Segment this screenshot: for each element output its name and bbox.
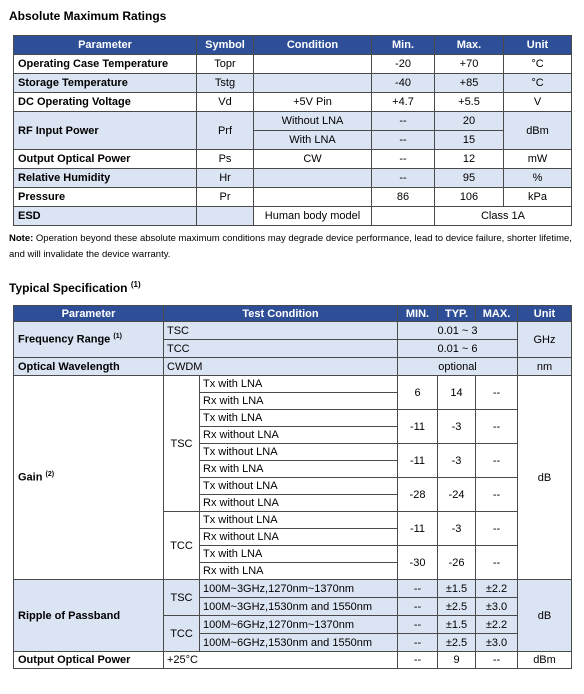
footnote-marker: (2)	[45, 471, 55, 479]
max-cell: 95	[435, 169, 504, 188]
max-cell: --	[476, 546, 518, 580]
param-cell	[14, 376, 164, 580]
table-row	[14, 358, 572, 376]
symbol-cell: Ps	[197, 150, 254, 169]
note-label: Note:	[9, 233, 34, 244]
table-row	[14, 376, 572, 393]
condition-cell: Tx without LNA	[200, 444, 398, 461]
param-label: Gain	[18, 471, 43, 484]
tcc-cell: TCC	[164, 616, 200, 652]
header-unit: Unit	[504, 36, 572, 55]
condition-cell: 100M~3GHz,1530nm and 1550nm	[200, 598, 398, 616]
param-cell: RF Input Power	[14, 112, 197, 150]
unit-cell: %	[504, 169, 572, 188]
value-cell: 0.01 ~ 3	[398, 322, 518, 340]
min-cell: --	[372, 112, 435, 131]
max-cell: 12	[435, 150, 504, 169]
typ-cell: 14	[438, 376, 476, 410]
max-cell: ±3.0	[476, 598, 518, 616]
header-max: Max.	[435, 36, 504, 55]
min-cell	[372, 207, 435, 226]
max-cell: --	[476, 478, 518, 512]
condition-cell	[254, 74, 372, 93]
max-cell: 20	[435, 112, 504, 131]
symbol-cell: Pr	[197, 188, 254, 207]
condition-cell: TCC	[164, 340, 398, 358]
header-min: MIN.	[398, 306, 438, 322]
symbol-cell: Tstg	[197, 74, 254, 93]
condition-cell: +25°C	[164, 652, 398, 669]
max-cell: --	[476, 376, 518, 410]
typical-spec-table	[13, 305, 572, 669]
typical-spec-title	[9, 280, 141, 295]
param-label: Frequency Range	[18, 333, 111, 346]
table-row	[14, 150, 572, 169]
min-cell: -11	[398, 512, 438, 546]
unit-cell: nm	[518, 358, 572, 376]
min-cell: -30	[398, 546, 438, 580]
unit-cell: dBm	[518, 652, 572, 669]
min-cell: 6	[398, 376, 438, 410]
table-row	[14, 55, 572, 74]
header-max: MAX.	[476, 306, 518, 322]
condition-cell: TSC	[164, 322, 398, 340]
max-cell: Class 1A	[435, 207, 572, 226]
max-cell: --	[476, 652, 518, 669]
param-cell: ESD	[14, 207, 197, 226]
header-test-condition: Test Condition	[164, 306, 398, 322]
max-cell: 15	[435, 131, 504, 150]
typ-cell: 9	[438, 652, 476, 669]
typ-cell: -3	[438, 410, 476, 444]
param-cell: Optical Wavelength	[14, 358, 164, 376]
symbol-cell	[197, 207, 254, 226]
min-cell: --	[398, 598, 438, 616]
min-cell: -28	[398, 478, 438, 512]
symbol-cell: Vd	[197, 93, 254, 112]
condition-cell: Rx without LNA	[200, 495, 398, 512]
symbol-cell: Hr	[197, 169, 254, 188]
header-parameter: Parameter	[14, 306, 164, 322]
tsc-cell: TSC	[164, 580, 200, 616]
unit-cell: V	[504, 93, 572, 112]
table-row	[14, 188, 572, 207]
condition-cell: CW	[254, 150, 372, 169]
condition-cell: Human body model	[254, 207, 372, 226]
typical-spec-title-sup: (1)	[130, 280, 141, 289]
condition-cell: With LNA	[254, 131, 372, 150]
unit-cell: dB	[518, 376, 572, 580]
condition-cell	[254, 55, 372, 74]
condition-cell	[254, 169, 372, 188]
abs-max-title: Absolute Maximum Ratings	[9, 9, 167, 23]
max-cell: --	[476, 444, 518, 478]
table-row	[14, 207, 572, 226]
min-cell: -11	[398, 410, 438, 444]
min-cell: --	[398, 634, 438, 652]
table-row	[14, 169, 572, 188]
param-cell: Operating Case Temperature	[14, 55, 197, 74]
param-cell: Output Optical Power	[14, 150, 197, 169]
max-cell: +5.5	[435, 93, 504, 112]
header-symbol: Symbol	[197, 36, 254, 55]
typ-cell: ±2.5	[438, 634, 476, 652]
condition-cell: Rx without LNA	[200, 427, 398, 444]
unit-cell: °C	[504, 55, 572, 74]
unit-cell: GHz	[518, 322, 572, 358]
value-cell: 0.01 ~ 6	[398, 340, 518, 358]
typ-cell: -26	[438, 546, 476, 580]
condition-cell: Tx with LNA	[200, 546, 398, 563]
table-row	[14, 93, 572, 112]
min-cell: --	[398, 580, 438, 598]
param-cell: Ripple of Passband	[14, 580, 164, 652]
min-cell: -11	[398, 444, 438, 478]
typ-cell: -24	[438, 478, 476, 512]
unit-cell: kPa	[504, 188, 572, 207]
table-row	[14, 580, 572, 598]
param-cell	[14, 322, 164, 358]
param-cell: Output Optical Power	[14, 652, 164, 669]
condition-cell: Tx with LNA	[200, 376, 398, 393]
condition-cell: Rx with LNA	[200, 563, 398, 580]
min-cell: +4.7	[372, 93, 435, 112]
typ-cell: -3	[438, 444, 476, 478]
max-cell: ±3.0	[476, 634, 518, 652]
min-cell: --	[398, 652, 438, 669]
typ-cell: -3	[438, 512, 476, 546]
typ-cell: ±1.5	[438, 580, 476, 598]
typical-spec-title-text: Typical Specification	[9, 281, 128, 295]
condition-cell: 100M~6GHz,1270nm~1370nm	[200, 616, 398, 634]
min-cell: --	[372, 169, 435, 188]
typ-cell: ±1.5	[438, 616, 476, 634]
min-cell: --	[398, 616, 438, 634]
condition-cell	[254, 188, 372, 207]
footnote-marker: (1)	[113, 333, 122, 341]
symbol-cell: Topr	[197, 55, 254, 74]
header-min: Min.	[372, 36, 435, 55]
max-cell: --	[476, 512, 518, 546]
max-cell: ±2.2	[476, 580, 518, 598]
condition-cell: Without LNA	[254, 112, 372, 131]
tsc-cell: TSC	[164, 376, 200, 512]
condition-cell: 100M~6GHz,1530nm and 1550nm	[200, 634, 398, 652]
condition-cell: Rx with LNA	[200, 461, 398, 478]
symbol-cell: Prf	[197, 112, 254, 150]
condition-cell: +5V Pin	[254, 93, 372, 112]
tcc-cell: TCC	[164, 512, 200, 580]
param-cell: DC Operating Voltage	[14, 93, 197, 112]
unit-cell: °C	[504, 74, 572, 93]
header-typ: TYP.	[438, 306, 476, 322]
min-cell: -20	[372, 55, 435, 74]
param-cell: Storage Temperature	[14, 74, 197, 93]
max-cell: 106	[435, 188, 504, 207]
unit-cell: dB	[518, 580, 572, 652]
min-cell: --	[372, 131, 435, 150]
note-text: Operation beyond these absolute maximum conditions may degrade device performance, lead to device failure, shorter lifetime, and will invalidate the device warranty.	[9, 233, 572, 260]
table-row	[14, 74, 572, 93]
table-row	[14, 322, 572, 340]
table-row	[14, 652, 572, 669]
min-cell: 86	[372, 188, 435, 207]
header-condition: Condition	[254, 36, 372, 55]
max-cell: +85	[435, 74, 504, 93]
unit-cell: dBm	[504, 112, 572, 150]
abs-max-note	[9, 231, 575, 263]
max-cell: ±2.2	[476, 616, 518, 634]
min-cell: --	[372, 150, 435, 169]
max-cell: --	[476, 410, 518, 444]
condition-cell: Tx with LNA	[200, 410, 398, 427]
value-cell: optional	[398, 358, 518, 376]
condition-cell: CWDM	[164, 358, 398, 376]
condition-cell: Rx with LNA	[200, 393, 398, 410]
header-parameter: Parameter	[14, 36, 197, 55]
max-cell: +70	[435, 55, 504, 74]
table-row	[14, 112, 572, 131]
abs-max-table	[13, 35, 572, 226]
unit-cell: mW	[504, 150, 572, 169]
header-unit: Unit	[518, 306, 572, 322]
param-cell: Pressure	[14, 188, 197, 207]
condition-cell: Rx without LNA	[200, 529, 398, 546]
condition-cell: Tx without LNA	[200, 512, 398, 529]
condition-cell: Tx without LNA	[200, 478, 398, 495]
min-cell: -40	[372, 74, 435, 93]
typ-cell: ±2.5	[438, 598, 476, 616]
param-cell: Relative Humidity	[14, 169, 197, 188]
condition-cell: 100M~3GHz,1270nm~1370nm	[200, 580, 398, 598]
